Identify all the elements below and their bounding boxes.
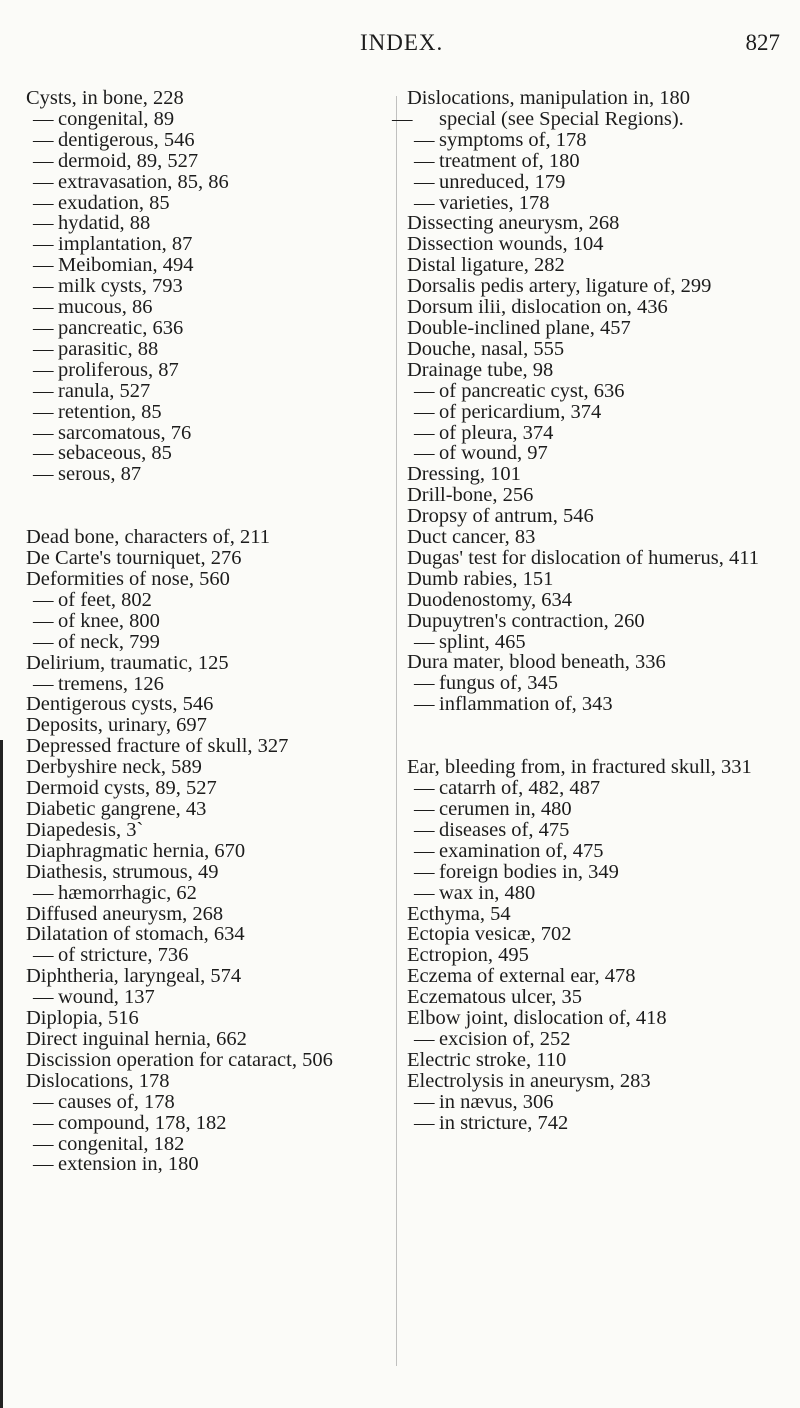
index-entry: Direct inguinal hernia, 662 bbox=[26, 1027, 247, 1050]
index-subentry: — diseases of, 475 bbox=[407, 820, 793, 841]
index-subentry: — splint, 465 bbox=[407, 632, 793, 653]
index-entry: Dissecting aneurysm, 268 bbox=[407, 212, 620, 235]
index-subentry: — wax in, 480 bbox=[407, 883, 793, 904]
index-entry: Duct cancer, 83 bbox=[407, 526, 536, 549]
column-divider bbox=[396, 96, 397, 1366]
section-gap bbox=[26, 485, 388, 527]
index-entry: Dislocations, 178 bbox=[26, 1069, 170, 1092]
index-entry: Dilatation of stomach, 634 bbox=[26, 923, 245, 946]
index-entry: Diapedesis, 3` bbox=[26, 818, 144, 841]
index-subentry: — Meibomian, 494 bbox=[26, 255, 388, 276]
page-header bbox=[0, 20, 800, 60]
index-entry: Eczema of external ear, 478 bbox=[407, 965, 636, 988]
index-entry: Dressing, 101 bbox=[407, 463, 521, 486]
index-entry: Delirium, traumatic, 125 bbox=[26, 651, 229, 674]
index-subentry: — extension in, 180 bbox=[26, 1154, 388, 1175]
index-subentry: — treatment of, 180 bbox=[407, 151, 793, 172]
index-subentry: — hæmorrhagic, 62 bbox=[26, 883, 388, 904]
index-entry: Diphtheria, laryngeal, 574 bbox=[26, 965, 242, 988]
index-subentry: — in nævus, 306 bbox=[407, 1092, 793, 1113]
index-subentry: — of neck, 799 bbox=[26, 632, 388, 653]
index-subentry: — serous, 87 bbox=[26, 464, 388, 485]
index-subentry: — of knee, 800 bbox=[26, 611, 388, 632]
index-entry: Douche, nasal, 555 bbox=[407, 337, 565, 360]
index-entry: Drainage tube, 98 bbox=[407, 358, 554, 381]
index-column-right bbox=[407, 88, 793, 1134]
index-subentry: — sebaceous, 85 bbox=[26, 443, 388, 464]
index-entry: Deformities of nose, 560 bbox=[26, 568, 230, 591]
index-entry: Dentigerous cysts, 546 bbox=[26, 693, 214, 716]
page-title: INDEX. bbox=[360, 30, 444, 55]
index-subentry: — dentigerous, 546 bbox=[26, 130, 388, 151]
index-entry: Cysts, in bone, 228 bbox=[26, 87, 184, 109]
index-subentry: — special (see Special Regions). bbox=[407, 109, 793, 130]
index-subentry: — causes of, 178 bbox=[26, 1092, 388, 1113]
index-subentry: — tremens, 126 bbox=[26, 674, 388, 695]
index-entry: Ecthyma, 54 bbox=[407, 902, 511, 925]
index-subentry: — implantation, 87 bbox=[26, 234, 388, 255]
index-subentry: — cerumen in, 480 bbox=[407, 799, 793, 820]
index-entry: Diabetic gangrene, 43 bbox=[26, 798, 207, 820]
index-subentry: — mucous, 86 bbox=[26, 297, 388, 318]
index-subentry: — excision of, 252 bbox=[407, 1029, 793, 1050]
index-entry: Ectropion, 495 bbox=[407, 944, 529, 967]
index-entry: Distal ligature, 282 bbox=[407, 254, 565, 277]
index-subentry: — of wound, 97 bbox=[407, 443, 793, 464]
index-subentry: — exudation, 85 bbox=[26, 193, 388, 214]
index-subentry: — of feet, 802 bbox=[26, 590, 388, 611]
index-column-left bbox=[26, 88, 388, 1175]
index-subentry: — examination of, 475 bbox=[407, 841, 793, 862]
index-entry: Double-inclined plane, 457 bbox=[407, 316, 631, 339]
index-entry: Diaphragmatic hernia, 670 bbox=[26, 839, 246, 862]
index-entry: Dugas' test for dislocation of humerus, 411 bbox=[407, 546, 759, 569]
index-entry: Dislocations, manipulation in, 180 bbox=[407, 87, 690, 109]
index-entry: Ectopia vesicæ, 702 bbox=[407, 923, 572, 946]
index-subentry: — extravasation, 85, 86 bbox=[26, 172, 388, 193]
index-subentry: — symptoms of, 178 bbox=[407, 130, 793, 151]
index-entry: Derbyshire neck, 589 bbox=[26, 756, 202, 779]
index-entry: Diathesis, strumous, 49 bbox=[26, 860, 219, 883]
index-subentry: — sarcomatous, 76 bbox=[26, 423, 388, 444]
index-entry: Dorsum ilii, dislocation on, 436 bbox=[407, 296, 668, 319]
index-entry: Diplopia, 516 bbox=[26, 1007, 139, 1030]
index-subentry: — varieties, 178 bbox=[407, 193, 793, 214]
index-entry: Dissection wounds, 104 bbox=[407, 233, 604, 256]
page-number: 827 bbox=[745, 30, 780, 55]
index-entry: Electric stroke, 110 bbox=[407, 1048, 567, 1071]
index-subentry: — unreduced, 179 bbox=[407, 172, 793, 193]
index-entry: Dorsalis pedis artery, ligature of, 299 bbox=[407, 275, 712, 298]
index-subentry: — catarrh of, 482, 487 bbox=[407, 778, 793, 799]
index-entry: Deposits, urinary, 697 bbox=[26, 714, 207, 737]
index-entry: Duodenostomy, 634 bbox=[407, 588, 572, 611]
index-entry: Elbow joint, dislocation of, 418 bbox=[407, 1007, 667, 1030]
index-subentry: — hydatid, 88 bbox=[26, 213, 388, 234]
index-entry: Electrolysis in aneurysm, 283 bbox=[407, 1069, 651, 1092]
index-subentry: — ranula, 527 bbox=[26, 381, 388, 402]
index-subentry: — of pericardium, 374 bbox=[407, 402, 793, 423]
index-entry: Discission operation for cataract, 506 bbox=[26, 1048, 333, 1071]
index-subentry: — proliferous, 87 bbox=[26, 360, 388, 381]
index-subentry: — inflammation of, 343 bbox=[407, 694, 793, 715]
index-subentry: — of pancreatic cyst, 636 bbox=[407, 381, 793, 402]
index-subentry: — parasitic, 88 bbox=[26, 339, 388, 360]
index-entry: Dead bone, characters of, 211 bbox=[26, 526, 270, 549]
section-gap bbox=[407, 715, 793, 757]
index-subentry: — in stricture, 742 bbox=[407, 1113, 793, 1134]
index-subentry: — of stricture, 736 bbox=[26, 945, 388, 966]
index-subentry: — wound, 137 bbox=[26, 987, 388, 1008]
index-subentry: — foreign bodies in, 349 bbox=[407, 862, 793, 883]
index-subentry: — pancreatic, 636 bbox=[26, 318, 388, 339]
index-subentry: — congenital, 182 bbox=[26, 1134, 388, 1155]
index-entry: Depressed fracture of skull, 327 bbox=[26, 735, 289, 758]
index-subentry: — dermoid, 89, 527 bbox=[26, 151, 388, 172]
index-subentry: — retention, 85 bbox=[26, 402, 388, 423]
index-entry: Eczematous ulcer, 35 bbox=[407, 986, 583, 1009]
page-edge-shadow bbox=[0, 740, 3, 1408]
index-entry: Diffused aneurysm, 268 bbox=[26, 902, 224, 925]
index-entry: Dumb rabies, 151 bbox=[407, 567, 554, 590]
index-entry: Dupuytren's contraction, 260 bbox=[407, 609, 645, 632]
index-subentry: — fungus of, 345 bbox=[407, 673, 793, 694]
index-subentry: — compound, 178, 182 bbox=[26, 1113, 388, 1134]
index-entry: Drill-bone, 256 bbox=[407, 484, 534, 507]
index-subentry: — congenital, 89 bbox=[26, 109, 388, 130]
index-entry: Ear, bleeding from, in fractured skull, 331 bbox=[407, 756, 752, 779]
index-entry: De Carte's tourniquet, 276 bbox=[26, 547, 242, 570]
index-entry: Dermoid cysts, 89, 527 bbox=[26, 777, 217, 800]
index-entry: Dropsy of antrum, 546 bbox=[407, 505, 594, 528]
index-subentry: — milk cysts, 793 bbox=[26, 276, 388, 297]
index-subentry: — of pleura, 374 bbox=[407, 423, 793, 444]
index-entry: Dura mater, blood beneath, 336 bbox=[407, 651, 666, 674]
